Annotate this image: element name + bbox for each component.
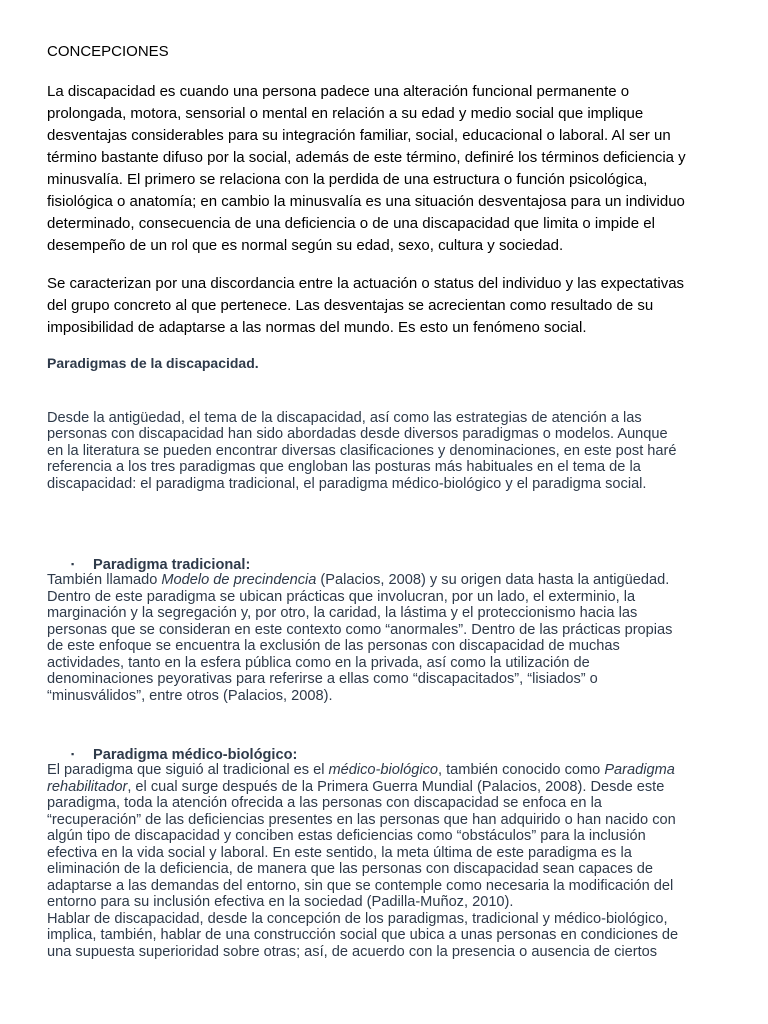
bullet-square-icon: ▪: [71, 749, 75, 759]
medical-line: eliminación de la deficiencia, de manera que las personas con discapacidad sean capaces de: [47, 861, 654, 877]
intro-line: determinado, consecuencia de una deficiencia o de una discapacidad que limita o impide el: [47, 215, 655, 232]
medical-line: El paradigma que siguió al tradicional es el médico-biológico, también conocido como Paradigma: [47, 762, 675, 778]
traditional-line: “minusválidos”, entre otros (Palacios, 2008).: [47, 688, 333, 704]
medical-heading: Paradigma médico-biológico:: [93, 747, 298, 763]
paradigms-intro-line: referencia a los tres paradigmas que engloban las posturas más habituales en el tema de la: [47, 459, 641, 475]
intro-line: prolongada, motora, sensorial o mental en relación a su edad y medio social que implique: [47, 105, 644, 122]
paradigms-intro-line: personas con discapacidad han sido abordadas desde diversos paradigmas o modelos. Aunque: [47, 426, 668, 442]
paradigms-intro-line: discapacidad: el paradigma tradicional, el paradigma médico-biológico y el paradigma social.: [47, 476, 647, 492]
traditional-line: Dentro de este paradigma se ubican prácticas que involucran, por un lado, el exterminio, la: [47, 589, 636, 605]
medical-line: “recuperación” de las deficiencias presentes en las personas que han adquirido o han nacido con: [47, 812, 676, 828]
traditional-line: personas que se consideran en este contexto como “anormales”. Dentro de las prácticas propias: [47, 622, 673, 638]
emphasis-text: rehabilitador: [47, 779, 128, 795]
paradigms-intro-line: en la literatura se pueden encontrar diversas clasificaciones y denominaciones, en este post haré: [47, 443, 677, 459]
second-line: imposibilidad de adaptarse a las normas del mundo. Es esto un fenómeno social.: [47, 319, 587, 336]
medical-line: algún tipo de discapacidad y conciben estas deficiencias como “obstáculos” para la inclusión: [47, 828, 646, 844]
medical-line: Hablar de discapacidad, desde la concepción de los paradigmas, tradicional y médico-biológico,: [47, 911, 668, 927]
medical-line: entorno para su inclusión efectiva en la sociedad (Padilla-Muñoz, 2010).: [47, 894, 514, 910]
paradigms-heading: Paradigmas de la discapacidad.: [47, 355, 259, 371]
medical-line: efectiva en la vida social y laboral. En este sentido, la meta última de este paradigma es la: [47, 845, 632, 861]
paradigms-intro-line: Desde la antigüedad, el tema de la discapacidad, así como las estrategias de atención a las: [47, 410, 642, 426]
traditional-heading: Paradigma tradicional:: [93, 557, 251, 573]
intro-line: minusvalía. El primero se relaciona con la perdida de una estructura o función psicológica,: [47, 171, 648, 188]
intro-line: desempeño de un rol que es normal según su edad, sexo, cultura y sociedad.: [47, 237, 564, 254]
intro-line: término bastante difuso por la social, además de este término, definiré los términos deficiencia y: [47, 149, 686, 166]
medical-line: paradigma, toda la atención ofrecida a las personas con discapacidad se enfoca en la: [47, 795, 602, 811]
traditional-line: actividades, tanto en la esfera pública como en la privada, así como la utilización de: [47, 655, 590, 671]
medical-line: rehabilitador, el cual surge después de la Primera Guerra Mundial (Palacios, 2008). Desde este: [47, 779, 665, 795]
emphasis-text: Paradigma: [604, 762, 675, 778]
emphasis-text: Modelo de precindencia: [161, 572, 317, 588]
traditional-line: marginación y la segregación y, por otro, la caridad, la lástima y el proteccionismo hacia las: [47, 605, 638, 621]
document-title: CONCEPCIONES: [47, 43, 169, 60]
bullet-square-icon: ▪: [71, 559, 75, 569]
traditional-line: de este enfoque se encuentra la exclusión de las personas con discapacidad de muchas: [47, 638, 620, 654]
emphasis-text: médico-biológico: [328, 762, 439, 778]
intro-line: desventajas considerables para su integración familiar, social, educacional o laboral. Al ser un: [47, 127, 671, 144]
traditional-line: También llamado Modelo de precindencia (Palacios, 2008) y su origen data hasta la antigüedad.: [47, 572, 670, 588]
medical-line: implica, también, hablar de una construcción social que ubica a unas personas en condiciones de: [47, 927, 679, 943]
second-line: Se caracterizan por una discordancia entre la actuación o status del individuo y las expectativas: [47, 275, 685, 292]
intro-line: La discapacidad es cuando una persona padece una alteración funcional permanente o: [47, 83, 630, 100]
medical-line: una supuesta superioridad sobre otras; así, de acuerdo con la presencia o ausencia de ciertos: [47, 944, 658, 960]
intro-line: fisiológica o anatomía; en cambio la minusvalía es una situación desventajosa para un individuo: [47, 193, 685, 210]
medical-line: adaptarse a las demandas del entorno, sin que se contemple como necesaria la modificación del: [47, 878, 674, 894]
second-line: del grupo concreto al que pertenece. Las desventajas se acrecientan como resultado de su: [47, 297, 654, 314]
traditional-line: denominaciones peyorativas para referirse a ellas como “discapacitados”, “lisiados” o: [47, 671, 598, 687]
